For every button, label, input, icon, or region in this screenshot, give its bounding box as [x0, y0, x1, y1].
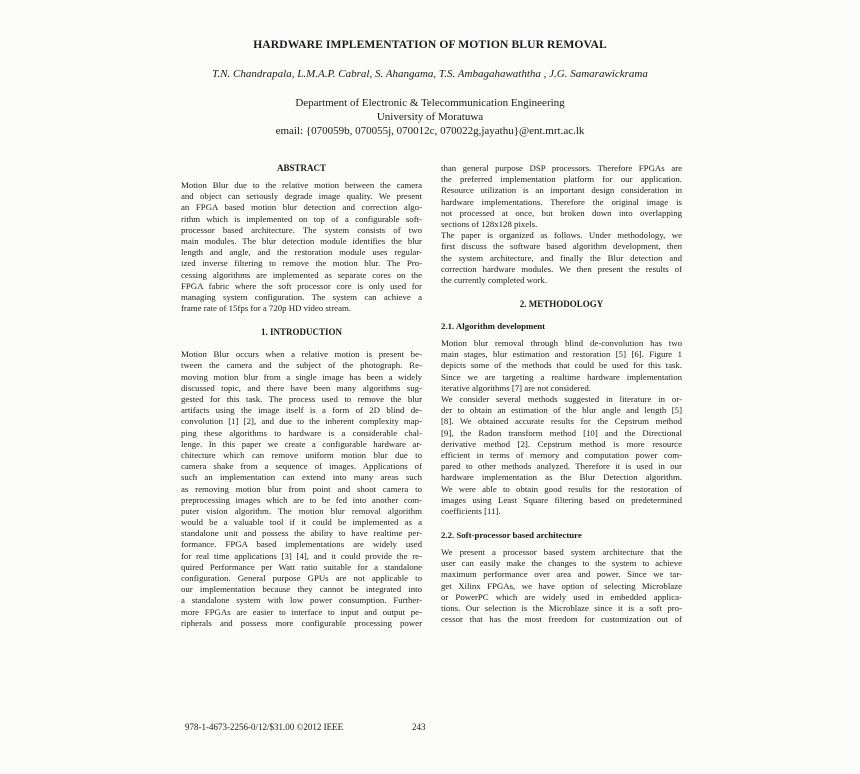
method-line: der to obtain an estimation of the blur angle and length [5]: [441, 405, 682, 416]
method-line: cessor that has the most freedom for customization out of: [441, 614, 682, 625]
intro-line: hardware implementations. Therefore the original image is: [441, 196, 682, 207]
intro-line: Motion Blur occurs when a relative motion is present be-: [181, 349, 422, 360]
method-line: efficient in terms of memory and computation power com-: [441, 449, 682, 460]
methodology-heading: 2. METHODOLOGY: [519, 299, 604, 310]
method-line: derivative method [2]. Cepstrum method is more resource: [441, 438, 682, 449]
department-line: Department of Electronic & Telecommunication Engineering: [295, 97, 565, 109]
intro-line: tween the camera and the subject of the photograph. Re-: [181, 360, 422, 371]
soft-processor-body: [441, 547, 682, 625]
university-line: University of Moratuwa: [376, 111, 484, 123]
intro-line: the preferred implementation platform for our application.: [441, 174, 682, 185]
copyright-footer: 978-1-4673-2256-0/12/$31.00 ©2012 IEEE: [185, 722, 344, 732]
intro-line: ping these algorithms to hardware is a considerable chal-: [181, 427, 422, 438]
abstract-line: and object can seriously degrade image quality. We present: [181, 191, 422, 202]
right-column: [441, 163, 682, 625]
intro-line: sections of 128x128 pixels.: [441, 218, 538, 229]
email-line: email: {070059b, 070055j, 070012c, 070022g,jayathu}@ent.mrt.ac.lk: [275, 125, 585, 137]
intro-line: for real time applications [3] [4], and it could provide the re-: [181, 550, 422, 561]
intro-line: a standalone system with low power consumption. Further-: [181, 595, 422, 606]
method-line: We consider several methods suggested in literature in or-: [441, 394, 682, 404]
abstract-line: managing system configuration. The system can achieve a: [181, 291, 422, 302]
intro-line: the system architecture, and finally the Blur detection and: [441, 252, 682, 263]
abstract-body: [181, 180, 422, 314]
intro-line: ripherals and possess more configurable processing power: [181, 617, 422, 628]
method-line: or PowerPC which are widely used in embedded applica-: [441, 591, 682, 602]
introduction-body: [181, 349, 422, 629]
abstract-line: an FPGA based motion blur detection and correction algo-: [181, 202, 422, 213]
method-line: main stages, blur estimation and restoration [5] [6]. Figure 1: [441, 349, 682, 360]
method-line: pared to other methods analyzed. Therefore it is used in our: [441, 461, 682, 472]
intro-line: The paper is organized as follows. Under methodology, we: [441, 230, 682, 241]
soft-processor-heading: 2.2. Soft-processor based architecture: [441, 530, 582, 541]
affiliation-block: [0, 96, 860, 138]
intro-line: convolution [1] [2], and due to the inherent complexity map-: [181, 416, 422, 427]
intro-line: first discuss the software based algorithm development, then: [441, 241, 682, 252]
intro-line: artifacts using the image itself is a form of 2D blind de-: [181, 405, 422, 416]
method-line: iterative algorithms [7] are not considered.: [441, 382, 591, 393]
intro-line: discussed topic, and there have been many algorithms sug-: [181, 382, 422, 393]
method-line: images using Least Square filtering based on predetermined: [441, 494, 682, 505]
introduction-heading: 1. INTRODUCTION: [260, 327, 342, 338]
page-number: 243: [412, 722, 426, 732]
intro-line: Resource utilization is an important design consideration in: [441, 185, 682, 196]
intro-line: such an implementation can extend into many areas such: [181, 472, 422, 483]
method-line: We were able to obtain good results for the restoration of: [441, 483, 682, 494]
author-list: T.N. Chandrapala, L.M.A.P. Cabral, S. Ahangama, T.S. Ambagahawaththa , J.G. Samarawickrama: [212, 68, 648, 80]
abstract-line: cessing algorithms are implemented as separate cores on the: [181, 269, 422, 280]
intro-line: configuration. General purpose GPUs are not applicable to: [181, 573, 422, 583]
method-line: user can easily make the changes to the system to achieve: [441, 558, 682, 569]
intro-line: our implementation because they cannot be integrated into: [181, 584, 422, 595]
method-line: depicts some of the methods that could be used for this task.: [441, 360, 682, 371]
algorithm-development-body: [441, 338, 682, 517]
method-line: hardware implementation as the Blur Detection algorithm.: [441, 472, 682, 483]
intro-line: camera shake from a sequence of images. Applications of: [181, 461, 422, 472]
intro-line: correction hardware modules. We then present the results of: [441, 263, 682, 274]
abstract-line: FPGA fabric where the soft processor core is only used for: [181, 280, 422, 291]
intro-line: lenge. In this paper we create a configurable hardware ar-: [181, 438, 422, 449]
left-column: [181, 163, 422, 629]
abstract-line: ized inverse filtering to remove the motion blur. The Pro-: [181, 258, 422, 269]
abstract-line: frame rate of 15fps for a 720p HD video stream.: [181, 303, 352, 314]
intro-line: quired Performance per Watt ratio suitable for a standalone: [181, 561, 422, 572]
intro-line: the currently completed work.: [441, 274, 548, 285]
method-line: coefficients [11].: [441, 505, 501, 516]
method-line: tions. Our selection is the Microblaze since it is a soft pro-: [441, 603, 682, 613]
method-line: We present a processor based system architecture that the: [441, 547, 682, 558]
intro-line: more FPGAs are easier to interface to input and output pe-: [181, 606, 422, 617]
abstract-line: Motion Blur due to the relative motion between the camera: [181, 180, 422, 190]
abstract-line: length and angle, and the restoration module uses regular-: [181, 247, 422, 258]
method-line: [9], the Radon transform method [10] and the Directional: [441, 427, 682, 438]
intro-line: not processed at once, but broken down into overlapping: [441, 207, 682, 218]
abstract-line: processor based architecture. The system consists of two: [181, 224, 422, 235]
intro-line: gested for this task. The process used to remove the blur: [181, 394, 422, 404]
method-line: Motion blur removal through blind de-convolution has two: [441, 338, 682, 349]
abstract-heading: ABSTRACT: [276, 163, 326, 173]
method-line: get Xilinx FPGAs, we have option of selecting Microblaze: [441, 580, 682, 591]
intro-line: preprocessing images which are to be fed into another com-: [181, 494, 422, 505]
intro-line: puter vision algorithm. The motion blur removal algorithm: [181, 505, 422, 516]
intro-line: chitecture which can remove uniform motion blur due to: [181, 449, 422, 460]
intro-continued: [441, 163, 682, 286]
intro-line: would be a valuable tool if it could be implemented as a: [181, 517, 422, 528]
intro-line: standalone unit and possess the ability to have realtime per-: [181, 528, 422, 539]
abstract-line: rithm which is implemented on top of a configurable soft-: [181, 213, 422, 224]
abstract-line: main modules. The blur detection module identifies the blur: [181, 235, 422, 246]
method-line: maximum performance over area and power. Since we tar-: [441, 569, 682, 580]
method-line: [8]. We obtained accurate results for the Cepstrum method: [441, 416, 682, 427]
intro-line: formance. FPGA based implementations are widely used: [181, 539, 422, 550]
intro-line: moving motion blur from a single image has been a widely: [181, 371, 422, 382]
method-line: Since we are targeting a realtime hardware implementation: [441, 371, 682, 382]
paper-title: HARDWARE IMPLEMENTATION OF MOTION BLUR REMOVAL: [253, 38, 607, 51]
intro-line: as removing motion blur from point and shoot camera to: [181, 483, 422, 494]
algorithm-development-heading: 2.1. Algorithm development: [441, 321, 546, 332]
intro-line: than general purpose DSP processors. Therefore FPGAs are: [441, 163, 682, 173]
